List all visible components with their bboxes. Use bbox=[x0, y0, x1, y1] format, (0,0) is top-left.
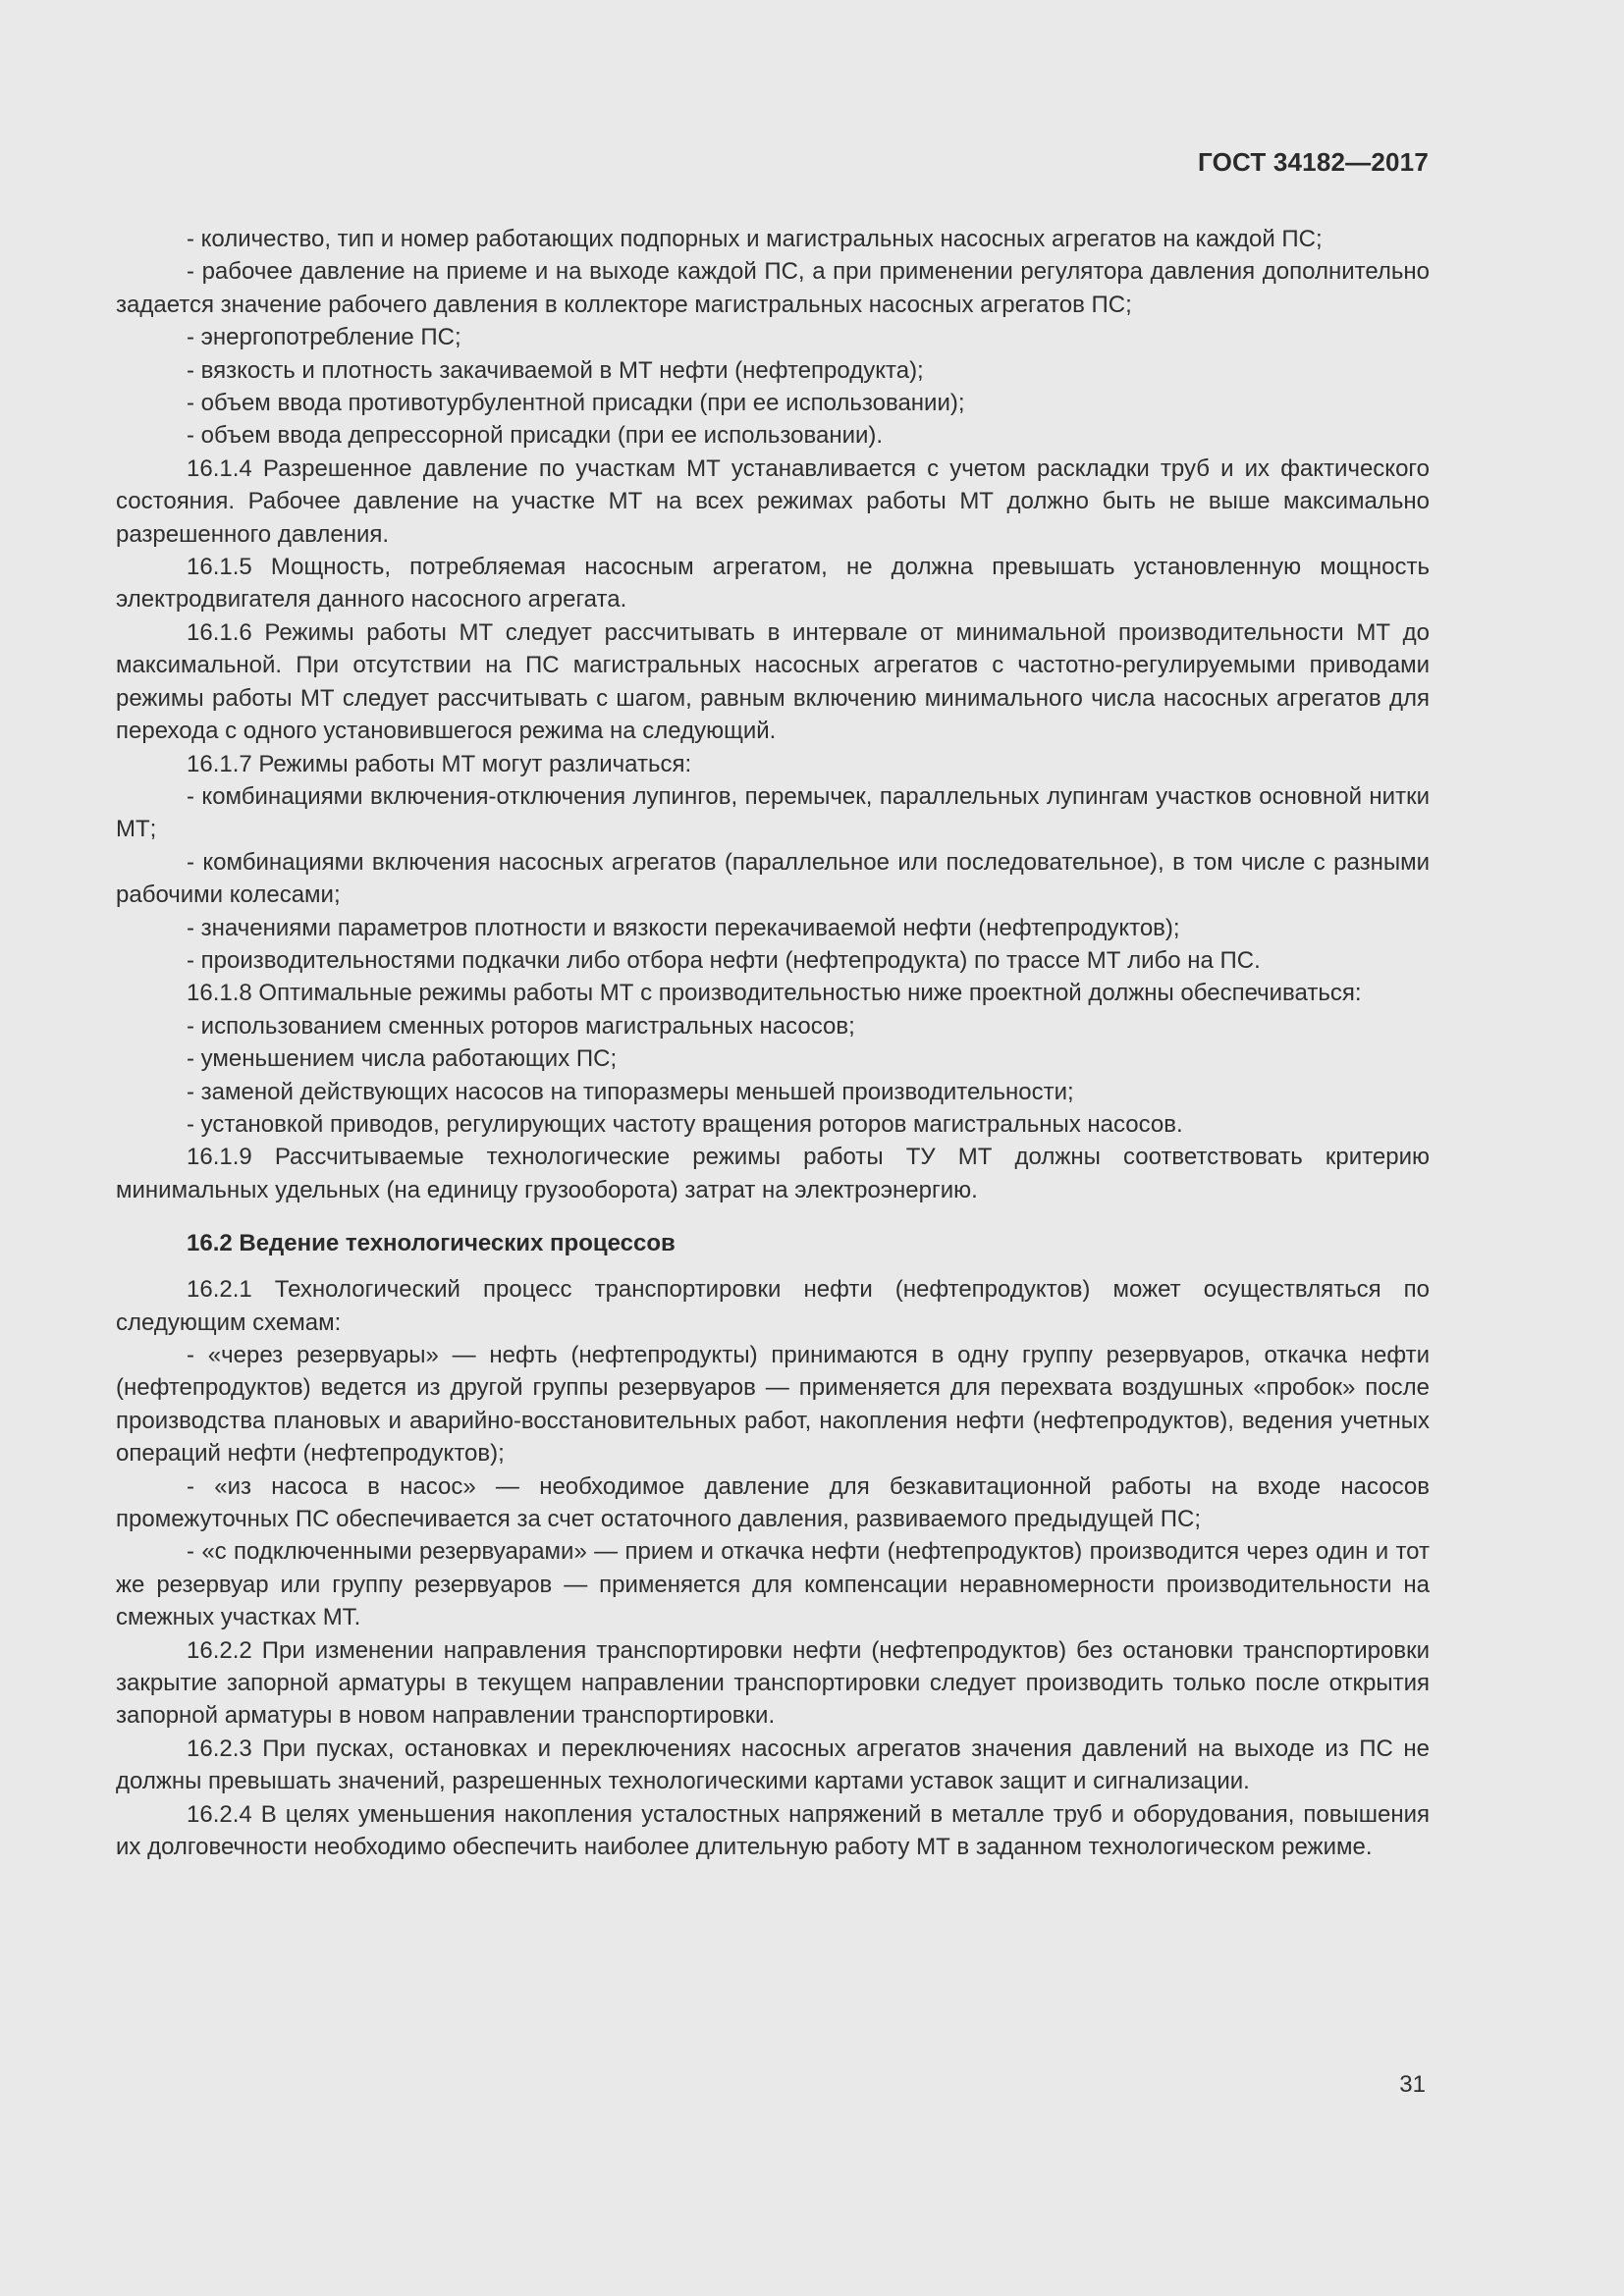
document-header: ГОСТ 34182—2017 bbox=[1198, 147, 1429, 177]
clause-16-1-7: 16.1.7 Режимы работы МТ могут различаться: bbox=[187, 750, 692, 777]
list-item: - рабочее давление на приеме и на выходе каждой ПС, а при применении регулятора давления дополнительно задается значение рабочего давления в коллекторе магистральных насосных агрегатов ПС; bbox=[116, 258, 1430, 318]
list-item: - комбинациями включения-отключения лупингов, перемычек, параллельных лупингам участков основной нитки МТ; bbox=[116, 782, 1430, 843]
list-item: - вязкость и плотность закачиваемой в МТ нефти (нефтепродукта); bbox=[187, 356, 924, 384]
list-item: - «из насоса в насос» — необходимое давление для безкавитационной работы на входе насосов промежуточных ПС обеспечивается за счет остаточного давления, развиваемого предыдущей ПС; bbox=[116, 1472, 1430, 1533]
list-item: - «через резервуары» — нефть (нефтепродукты) принимаются в одну группу резервуаров, откачка нефти (нефтепродуктов) ведется из другой группы резервуаров — применяется для перехвата воздушных «пробок» после производства плановых и аварийно-восстановительных работ, накопления нефти (нефтепродуктов), ведения учетных операций нефти (нефтепродуктов); bbox=[116, 1342, 1430, 1468]
clause-16-1-5: 16.1.5 Мощность, потребляемая насосным агрегатом, не должна превышать установленную мощность электродвигателя данного насосного агрегата. bbox=[116, 554, 1430, 614]
list-item: - объем ввода депрессорной присадки (при ее использовании). bbox=[187, 422, 884, 450]
list-item: - производительностями подкачки либо отбора нефти (нефтепродукта) по трассе МТ либо на ПС. bbox=[187, 946, 1261, 974]
clause-16-2-3: 16.2.3 При пусках, остановках и переключениях насосных агрегатов значения давлений на выходе из ПС не должны превышать значений, разрешенных технологическими картами уставок защит и сигнализации. bbox=[116, 1735, 1430, 1795]
list-item: - использованием сменных роторов магистральных насосов; bbox=[187, 1012, 855, 1040]
list-item: - заменой действующих насосов на типоразмеры меньшей производительности; bbox=[187, 1078, 1074, 1105]
clause-16-1-4: 16.1.4 Разрешенное давление по участкам МТ устанавливается с учетом раскладки труб и их фактического состояния. Рабочее давление на участке МТ на всех режимах работы МТ должно быть не выше максимально разрешенного давления. bbox=[116, 454, 1430, 548]
list-item: - энергопотребление ПС; bbox=[187, 324, 461, 351]
list-item: - комбинациями включения насосных агрегатов (параллельное или последовательное), в том числе с разными рабочими колесами; bbox=[116, 848, 1430, 909]
clause-16-1-9: 16.1.9 Рассчитываемые технологические режимы работы ТУ МТ должны соответствовать критерию минимальных удельных (на единицу грузооборота) затрат на электроэнергию. bbox=[116, 1144, 1430, 1203]
list-item: - установкой приводов, регулирующих частоту вращения роторов магистральных насосов. bbox=[187, 1110, 1183, 1138]
page-number: 31 bbox=[1399, 2071, 1426, 2098]
section-heading: 16.2 Ведение технологических процессов bbox=[187, 1230, 676, 1257]
list-item: - значениями параметров плотности и вязкости перекачиваемой нефти (нефтепродуктов); bbox=[187, 914, 1180, 941]
clause-16-1-6: 16.1.6 Режимы работы МТ следует рассчитывать в интервале от минимальной производительности МТ до максимальной. При отсутствии на ПС магистральных насосных агрегатов с частотно-регулируемыми приводами режимы работы МТ следует рассчитывать с шагом, равным включению минимального числа насосных агрегатов для перехода с одного установившегося режима на следующий. bbox=[116, 618, 1430, 745]
clause-16-2-2: 16.2.2 При изменении направления транспортировки нефти (нефтепродуктов) без остановки транспортировки закрытие запорной арматуры в текущем направлении транспортировки следует производить только после открытия запорной арматуры в новом направлении транспортировки. bbox=[116, 1636, 1430, 1730]
list-item: - объем ввода противотурбулентной присадки (при ее использовании); bbox=[187, 390, 965, 417]
list-item: - количество, тип и номер работающих подпорных и магистральных насосных агрегатов на каждой ПС; bbox=[187, 226, 1323, 252]
clause-16-2-4: 16.2.4 В целях уменьшения накопления усталостных напряжений в металле труб и оборудования, повышения их долговечности необходимо обеспечить наиболее длительную работу МТ в заданном технологическом режиме. bbox=[116, 1800, 1430, 1861]
list-item: - «с подключенными резервуарами» — прием и откачка нефти (нефтепродуктов) производится через один и тот же резервуар или группу резервуаров — применяется для компенсации неравномерности производительности на смежных участках МТ. bbox=[116, 1538, 1430, 1631]
clause-16-2-1: 16.2.1 Технологический процесс транспортировки нефти (нефтепродуктов) может осуществляться по следующим схемам: bbox=[116, 1276, 1430, 1336]
list-item: - уменьшением числа работающих ПС; bbox=[187, 1045, 618, 1073]
document-body bbox=[116, 223, 1430, 1864]
clause-16-1-8: 16.1.8 Оптимальные режимы работы МТ с производительностью ниже проектной должны обеспечиваться: bbox=[187, 980, 1362, 1007]
